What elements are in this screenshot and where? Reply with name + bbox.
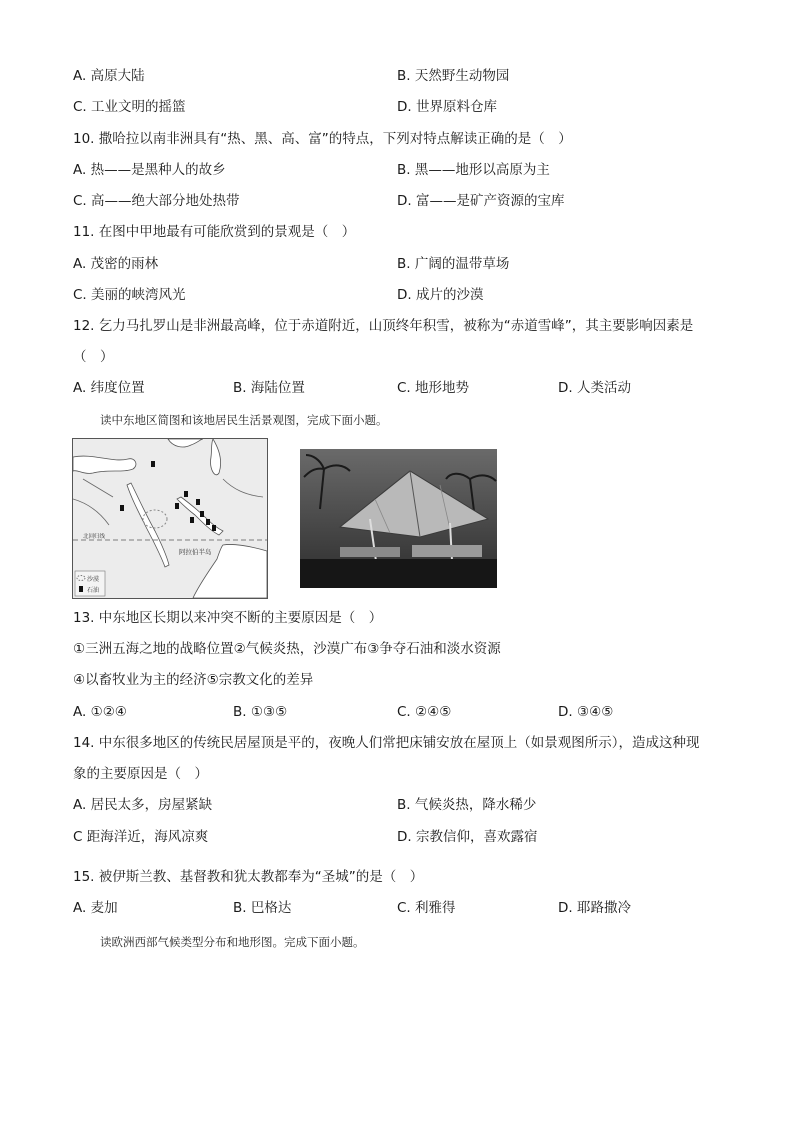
q15-option-c: C. 利雅得 bbox=[397, 900, 456, 916]
q10-option-d: D. 富——是矿产资源的宝库 bbox=[397, 193, 565, 209]
q14-stem-cont: 象的主要原因是（ ） bbox=[73, 766, 208, 782]
q14-option-b: B. 气候炎热，降水稀少 bbox=[397, 797, 537, 813]
section-intro-western-europe: 读欧洲西部气候类型分布和地形图。完成下面小题。 bbox=[100, 935, 365, 949]
q10-option-c: C. 高——绝大部分地处热带 bbox=[73, 193, 240, 209]
q14-stem: 14. 中东很多地区的传统民居屋顶是平的，夜晚人们常把床铺安放在屋顶上（如景观图所示），造成这种现 bbox=[73, 735, 700, 751]
q13-stem: 13. 中东地区长期以来冲突不断的主要原因是（ ） bbox=[73, 610, 383, 626]
map-label-peninsula: 阿拉伯半岛 bbox=[179, 548, 212, 556]
q11-option-a: A. 茂密的雨林 bbox=[73, 256, 159, 272]
q9-option-c: C. 工业文明的摇篮 bbox=[73, 99, 186, 115]
q9-option-a: A. 高原大陆 bbox=[73, 68, 145, 84]
q14-option-c: C 距海洋近，海风凉爽 bbox=[73, 829, 209, 845]
residence-landscape-photo bbox=[300, 449, 497, 588]
q15-option-b: B. 巴格达 bbox=[233, 900, 292, 916]
q15-option-a: A. 麦加 bbox=[73, 900, 118, 916]
q12-stem: 12. 乞力马扎罗山是非洲最高峰，位于赤道附近，山顶终年积雪，被称为“赤道雪峰”，其主要影响因素是 bbox=[73, 318, 694, 334]
map-legend-desert: 沙漠 bbox=[87, 576, 100, 583]
q13-statements-2: ④以畜牧业为主的经济⑤宗教文化的差异 bbox=[73, 672, 314, 688]
q12-option-b: B. 海陆位置 bbox=[233, 380, 305, 396]
q12-option-d: D. 人类活动 bbox=[558, 380, 631, 396]
rooftop-photo-graphic bbox=[300, 449, 497, 588]
q13-option-d: D. ③④⑤ bbox=[558, 704, 614, 720]
map-legend-oil: 石油 bbox=[87, 587, 100, 594]
q9-option-d: D. 世界原料仓库 bbox=[397, 99, 497, 115]
map-label-tropic: 北回归线 bbox=[83, 534, 106, 540]
q14-option-d: D. 宗教信仰，喜欢露宿 bbox=[397, 829, 538, 845]
q9-option-b: B. 天然野生动物园 bbox=[397, 68, 510, 84]
q14-option-a: A. 居民太多，房屋紧缺 bbox=[73, 797, 213, 813]
q12-option-c: C. 地形地势 bbox=[397, 380, 470, 396]
q11-stem: 11. 在图中甲地最有可能欣赏到的景观是（ ） bbox=[73, 224, 356, 240]
q12-stem-cont: （ ） bbox=[73, 349, 114, 365]
q13-option-a: A. ①②④ bbox=[73, 704, 127, 720]
q11-option-d: D. 成片的沙漠 bbox=[397, 287, 484, 303]
middle-east-map-graphic bbox=[73, 439, 267, 598]
q10-option-a: A. 热——是黑种人的故乡 bbox=[73, 162, 226, 178]
q15-option-d: D. 耶路撒冷 bbox=[558, 900, 631, 916]
q15-stem: 15. 被伊斯兰教、基督教和犹太教都奉为“圣城”的是（ ） bbox=[73, 869, 424, 885]
q13-statements-1: ①三洲五海之地的战略位置②气候炎热，沙漠广布③争夺石油和淡水资源 bbox=[73, 641, 501, 657]
middle-east-map bbox=[72, 438, 268, 599]
q12-option-a: A. 纬度位置 bbox=[73, 380, 145, 396]
q13-option-b: B. ①③⑤ bbox=[233, 704, 288, 720]
q10-stem: 10. 撒哈拉以南非洲具有“热、黑、高、富”的特点，下列对特点解读正确的是（ ） bbox=[73, 131, 572, 147]
q13-option-c: C. ②④⑤ bbox=[397, 704, 452, 720]
section-intro-middle-east: 读中东地区简图和该地居民生活景观图，完成下面小题。 bbox=[100, 413, 388, 427]
q11-option-c: C. 美丽的峡湾风光 bbox=[73, 287, 186, 303]
q11-option-b: B. 广阔的温带草场 bbox=[397, 256, 510, 272]
q10-option-b: B. 黑——地形以高原为主 bbox=[397, 162, 550, 178]
